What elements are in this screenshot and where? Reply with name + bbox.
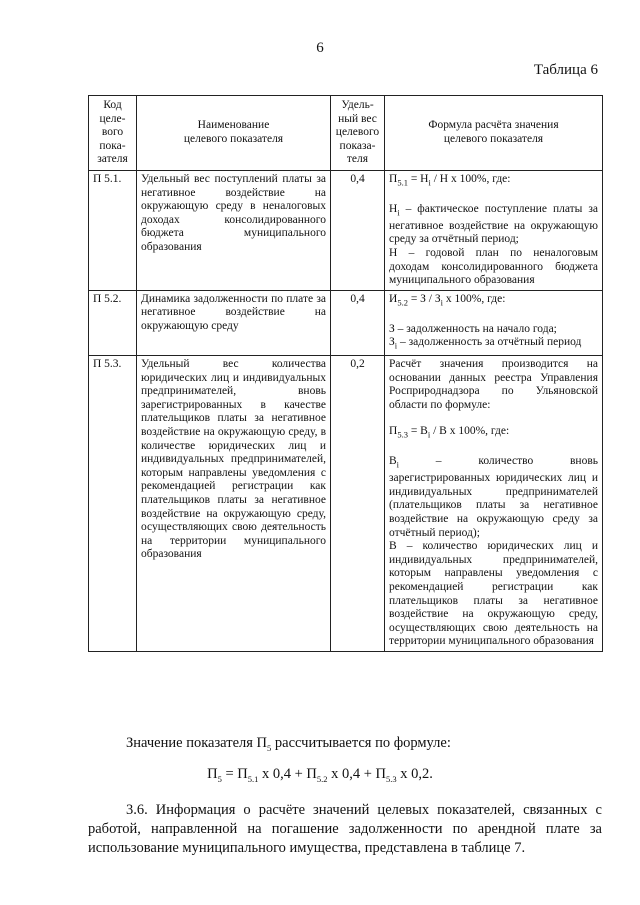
header-formula: Формула расчёта значения целевого показателя <box>385 96 603 171</box>
row-formula <box>385 356 603 652</box>
row-code: П 5.3. <box>89 356 137 652</box>
row-name: Удельный вес поступлений платы за негативное воздействие на окружающую среду в неналоговых доходах консолидированного бюджета муниципального образования <box>137 170 331 290</box>
formula-expression: $П_{5.3} = В_i / В$ х 100%, где: <box>389 425 510 440</box>
table-row <box>89 356 603 652</box>
formula-intro: Расчёт значения производится на основании данных реестра Управления Росприроднадзора по Ульяновской области по формуле: <box>389 358 598 411</box>
row-formula <box>385 170 603 290</box>
header-name: Наименование целевого показателя <box>137 96 331 171</box>
section-paragraph: 3.6. Информация о расчёте значений целевых показателей, связанных с работой, направленной на погашение задолженности по арендной плате за использование муниципального имущества, представлена в таблице 7. <box>88 802 602 856</box>
row-name: Удельный вес количества юридических лиц и индивидуальных предпринимателей, вновь зарегистрированных в качестве плательщиков платы за негативное воздействие на окружающую среду, в количестве юридических лиц и индивидуальных предпринимателей, которым направлены уведомления с рекомендацией регистрации как плательщиков платы за негативное воздействие на окружающую среду, осуществляющих свою деятельность на территории муниципального образования <box>137 356 331 652</box>
row-code: П 5.2. <box>89 290 137 355</box>
formula-definition: $З_i$ – задолженность за отчётный период <box>389 336 582 351</box>
indicator-table <box>88 95 603 652</box>
header-code: Код целе- вого пока- зателя <box>89 96 137 171</box>
formula-expression: $П_{5.1} = Н_i / Н$ х 100%, где: <box>389 172 511 188</box>
table-row <box>89 170 603 290</box>
row-weight: 0,4 <box>331 290 385 355</box>
formula-definition: $В_i$ – количество вновь зарегистрированных юридических лиц и индивидуальных предпринимателей (плательщиков платы за негативное воздействие на окружающую среду за отчётный период); <box>389 455 598 539</box>
formula-lead-text: Значение показателя $П_5$ рассчитывается по формуле: <box>126 735 451 753</box>
row-weight: 0,4 <box>331 170 385 290</box>
formula-definition: $Н_i$ – фактическое поступление платы за негативное воздействие на окружающую среду за отчётный период; <box>389 202 598 246</box>
header-weight: Удель- ный вес целевого показа- теля <box>331 96 385 171</box>
row-code: П 5.1. <box>89 170 137 290</box>
row-formula <box>385 290 603 355</box>
formula-definition: Н – годовой план по неналоговым доходам консолидированного бюджета муниципального образования <box>389 246 598 287</box>
formula-definition: В – количество юридических лиц и индивидуальных предпринимателей, которым направлены уведомления с рекомендацией регистрации как плательщиков платы за негативное воздействие на окружающую среду, осуществляющих свою деятельность на территории муниципального образования <box>389 540 598 648</box>
formula-expression: $И_{5.2} = З / З_i$ х 100%, где: <box>389 292 506 308</box>
summary-formula: $П_5 = П_{5.1}$ х $0,4 + П_{5.2}$ х $0,4 + П_{5.3}$ х 0,2. <box>207 766 433 784</box>
formula-definition: З – задолженность на начало года; <box>389 322 557 335</box>
row-weight: 0,2 <box>331 356 385 652</box>
table-label: Таблица 6 <box>533 62 598 78</box>
row-name: Динамика задолженности по плате за негативное воздействие на окружающую среду <box>137 290 331 355</box>
table-row <box>89 290 603 355</box>
page-number: 6 <box>316 40 324 56</box>
table-header-row <box>89 96 603 171</box>
